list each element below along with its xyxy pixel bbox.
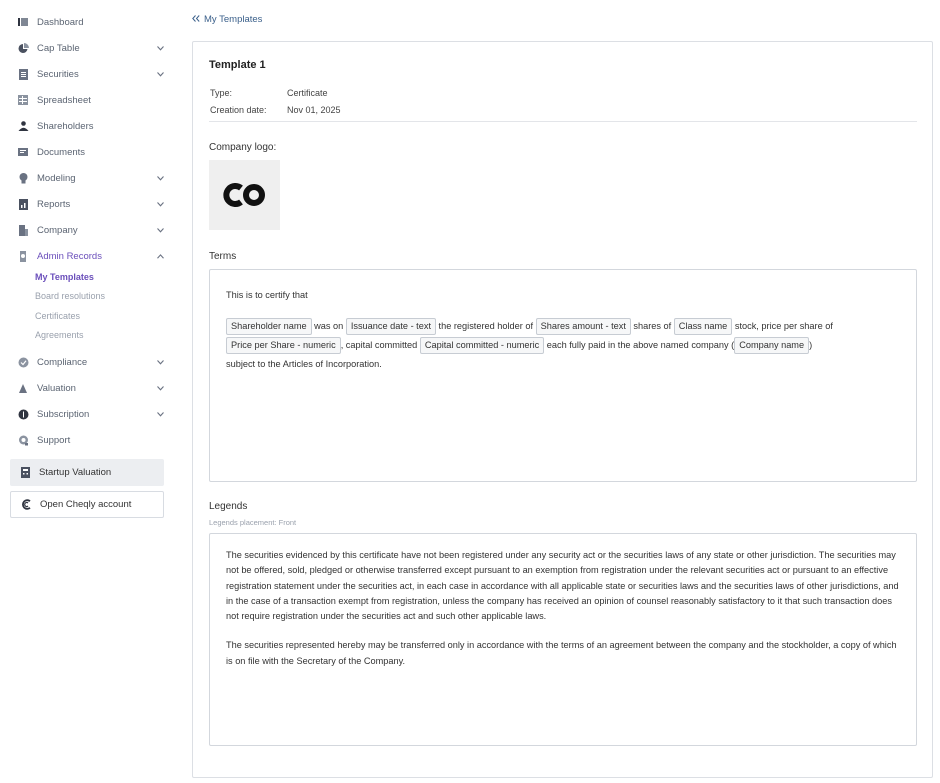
sidebar-item-label: Documents xyxy=(37,146,86,158)
terms-intro-text: This is to certify that xyxy=(226,290,308,300)
admin-icon xyxy=(17,250,29,262)
chevron-down-icon xyxy=(156,44,164,52)
support-icon xyxy=(17,434,29,446)
sidebar-item-label: Modeling xyxy=(37,172,76,184)
chevron-down-icon xyxy=(156,200,164,208)
sidebar-nav xyxy=(0,0,180,269)
sidebar-item-label: Reports xyxy=(37,198,71,210)
terms-text: , capital committed xyxy=(340,339,420,350)
legend-paragraph: The securities evidenced by this certificate have not been registered under any security act or the securities laws of any state or other jurisdiction. The securities may not be offered, sold, pledged or otherwise transferred except pursuant to an exemption from registration under the relevant securities act or pursuant to an effective registration statement under the securities act, in each case in accordance with all applicable state or securities laws and the securities laws of other jurisdictions, and in the case of a transaction exempt from registration, unless the company has received an opinion of counsel reasonably satisfactory to it that such transaction does not require registration under the securities act and such other applicable laws. xyxy=(226,550,899,622)
bulb-icon xyxy=(17,172,29,184)
chevron-down-icon xyxy=(156,226,164,234)
sidebar-item-label: Valuation xyxy=(37,382,76,394)
creation-date-value: Nov 01, 2025 xyxy=(287,105,341,115)
pie-chart-icon xyxy=(17,42,29,54)
documents-icon xyxy=(17,146,29,158)
admin-records-submenu xyxy=(0,267,180,345)
report-icon xyxy=(17,198,29,210)
terms-text: was on xyxy=(311,320,346,331)
terms-text: stock, price per share of xyxy=(732,320,833,331)
template-type-row xyxy=(210,88,328,98)
startup-valuation-label: Startup Valuation xyxy=(39,467,112,478)
chevron-down-icon xyxy=(156,174,164,182)
cheqly-logo-icon xyxy=(20,499,32,511)
submenu-item-agreements[interactable]: Agreements xyxy=(35,330,84,341)
terms-text: the registered holder of xyxy=(436,320,536,331)
sidebar xyxy=(0,0,180,783)
valuation-icon xyxy=(17,382,29,394)
submenu-item-certificates[interactable]: Certificates xyxy=(35,310,81,321)
open-cheqly-label: Open Cheqly account xyxy=(40,499,132,510)
building-icon xyxy=(17,224,29,236)
legends-label: Legends xyxy=(209,501,248,512)
sidebar-item-dashboard[interactable] xyxy=(0,9,180,35)
sidebar-item-company[interactable] xyxy=(0,217,180,243)
price-per-share-placeholder[interactable]: Price per Share - numeric xyxy=(226,337,341,354)
sidebar-item-label: Spreadsheet xyxy=(37,94,91,106)
terms-text: ) xyxy=(809,339,813,350)
sidebar-nav-lower xyxy=(0,349,180,453)
divider xyxy=(209,121,917,122)
sidebar-item-cap-table[interactable] xyxy=(0,35,180,61)
open-cheqly-account-button[interactable] xyxy=(10,491,164,518)
document-icon xyxy=(17,68,29,80)
sidebar-item-label: Subscription xyxy=(37,408,90,420)
terms-text: each fully paid in the above named company ( xyxy=(544,339,735,350)
chevron-up-icon xyxy=(156,252,164,260)
double-chevron-left-icon xyxy=(192,14,200,25)
type-label: Type: xyxy=(210,88,233,98)
sidebar-item-subscription[interactable] xyxy=(0,401,180,427)
startup-valuation-button[interactable] xyxy=(10,459,164,486)
sidebar-item-documents[interactable] xyxy=(0,139,180,165)
submenu-item-board-resolutions[interactable]: Board resolutions xyxy=(35,291,106,302)
terms-text: subject to the Articles of Incorporation. xyxy=(226,358,382,369)
class-name-placeholder[interactable]: Class name xyxy=(674,318,733,335)
chevron-down-icon xyxy=(156,384,164,392)
shares-amount-placeholder[interactable]: Shares amount - text xyxy=(536,318,631,335)
chevron-down-icon xyxy=(156,410,164,418)
chevron-down-icon xyxy=(156,70,164,78)
sidebar-item-label: Compliance xyxy=(37,356,88,368)
shareholder-name-placeholder[interactable]: Shareholder name xyxy=(226,318,312,335)
sidebar-item-securities[interactable] xyxy=(0,61,180,87)
sidebar-item-admin-records[interactable] xyxy=(0,243,180,269)
creation-date-label: Creation date: xyxy=(210,105,267,115)
sidebar-item-label: Dashboard xyxy=(37,16,84,28)
sidebar-item-reports[interactable] xyxy=(0,191,180,217)
page-title: Template 1 xyxy=(209,59,266,71)
breadcrumb-back-link[interactable] xyxy=(192,14,262,25)
company-name-placeholder[interactable]: Company name xyxy=(734,337,809,354)
type-value: Certificate xyxy=(287,88,328,98)
legends-editor[interactable] xyxy=(209,533,917,746)
chevron-down-icon xyxy=(156,358,164,366)
terms-body xyxy=(226,317,900,374)
terms-editor[interactable] xyxy=(209,269,917,482)
sidebar-item-spreadsheet[interactable] xyxy=(0,87,180,113)
submenu-item-my-templates[interactable]: My Templates xyxy=(35,271,94,282)
calculator-icon xyxy=(19,467,31,479)
sidebar-item-compliance[interactable] xyxy=(0,349,180,375)
sidebar-item-modeling[interactable] xyxy=(0,165,180,191)
terms-label: Terms xyxy=(209,251,237,262)
sidebar-item-label: Support xyxy=(37,434,71,446)
legend-paragraph: The securities represented hereby may be transferred only in accordance with the terms of an agreement between the company and the stockholder, a copy of which is on file with the Secretary of the Company. xyxy=(226,640,897,666)
dashboard-icon xyxy=(17,16,29,28)
person-icon xyxy=(17,120,29,132)
spreadsheet-icon xyxy=(17,94,29,106)
breadcrumb-label: My Templates xyxy=(204,14,263,25)
legends-placement-text: Legends placement: Front xyxy=(209,518,297,527)
sidebar-item-label: Securities xyxy=(37,68,79,80)
sidebar-item-label: Cap Table xyxy=(37,42,80,54)
sidebar-item-support[interactable] xyxy=(0,427,180,453)
dollar-icon xyxy=(17,408,29,420)
template-card xyxy=(192,41,933,778)
check-icon xyxy=(17,356,29,368)
terms-text: shares of xyxy=(630,320,674,331)
sidebar-item-label: Company xyxy=(37,224,78,236)
sidebar-item-valuation[interactable] xyxy=(0,375,180,401)
capital-committed-placeholder[interactable]: Capital committed - numeric xyxy=(420,337,544,354)
creation-date-row xyxy=(210,105,341,115)
issuance-date-placeholder[interactable]: Issuance date - text xyxy=(346,318,436,335)
sidebar-item-label: Admin Records xyxy=(37,250,102,262)
sidebar-item-shareholders[interactable] xyxy=(0,113,180,139)
company-logo xyxy=(209,160,280,230)
company-logo-label: Company logo: xyxy=(209,142,277,153)
sidebar-item-label: Shareholders xyxy=(37,120,94,132)
